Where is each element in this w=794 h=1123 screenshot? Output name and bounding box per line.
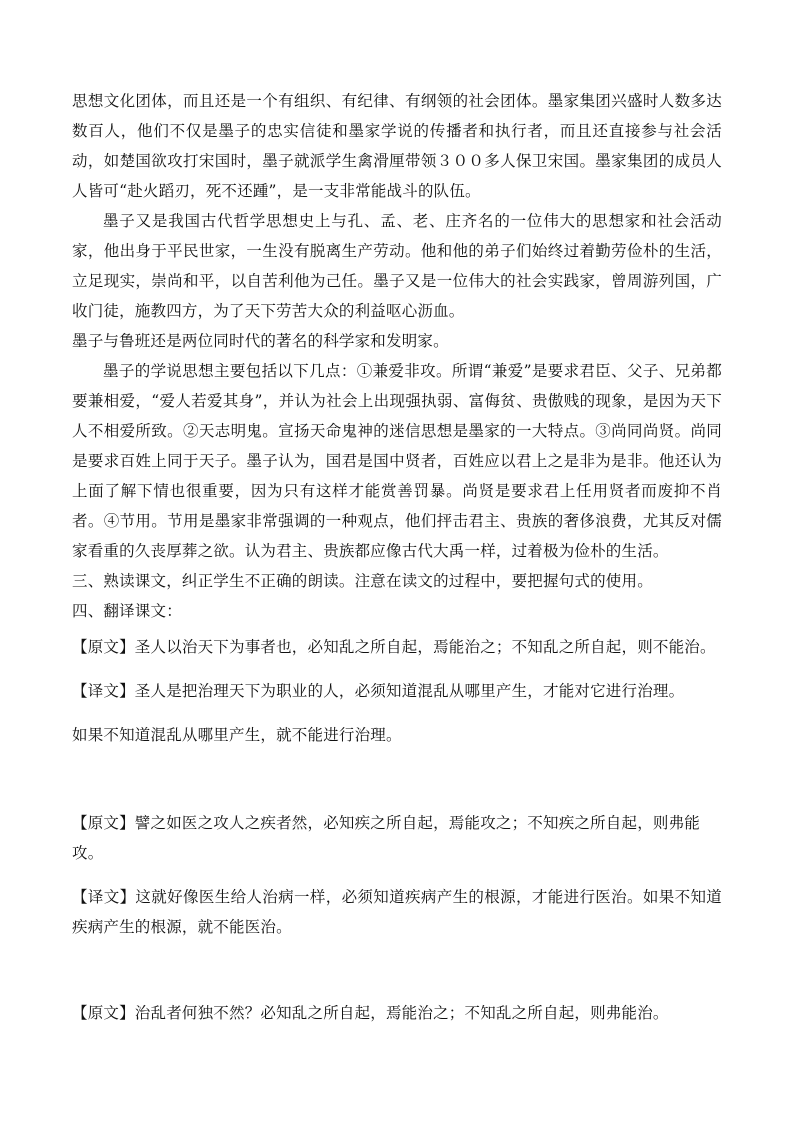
original-text-3: 【原文】治乱者何独不然？必知乱之所自起，焉能治之；不知乱之所自起，则弗能治。 xyxy=(72,1004,669,1022)
translation-text-2: 【译文】这就好像医生给人治病一样，必须知道疾病产生的根源，才能进行医治。如果不知道疾病产生的根源，就不能医治。 xyxy=(72,888,722,936)
translation-text-1-continued: 如果不知道混乱从哪里产生，就不能进行治理。 xyxy=(72,726,402,744)
paragraph-mozi-doctrine: 墨子的学说思想主要包括以下几点：①兼爱非攻。所谓“兼爱”是要求君臣、父子、兄弟都要兼相爱，“爱人若爱其身”，并认为社会上出现强执弱、富侮贫、贵傲贱的现象，是因为天下人不相爱所致。②天志明鬼。宣扬天命鬼神的迷信思想是墨家的一大特点。③尚同尚贤。尚同是要求百姓上同于天子。墨子认为，国君是国中贤者，百姓应以君上之是非为是非。他还认为上面了解下情也很重要，因为只有这样才能赏善罚暴。尚贤是要求君上任用贤者而废抑不肖者。④节用。节用是墨家非常强调的一种观点，他们抨击君主、贵族的奢侈浪费，尤其反对儒家看重的久丧厚葬之欲。认为君主、贵族都应像古代大禹一样，过着极为俭朴的生活。 xyxy=(72,362,722,560)
document-page xyxy=(72,86,722,1028)
paragraph-mozi-luban: 墨子与鲁班还是两位同时代的著名的科学家和发明家。 xyxy=(72,332,449,350)
paragraph-mohist-group: 思想文化团体，而且还是一个有组织、有纪律、有纲领的社会团体。墨家集团兴盛时人数多达数百人，他们不仅是墨子的忠实信徒和墨家学说的传播者和执行者，而且还直接参与社会活动，如楚国欲攻打宋国时，墨子就派学生禽滑厘带领３００多人保卫宋国。墨家集团的成员人人皆可“赴火蹈刃，死不还踵”，是一支非常能战斗的队伍。 xyxy=(72,92,722,200)
original-text-2: 【原文】譬之如医之攻人之疾者然，必知疾之所自起，焉能攻之；不知疾之所自起，则弗能攻。 xyxy=(72,814,701,862)
section-heading-4: 四、翻译课文： xyxy=(72,602,182,620)
section-heading-3: 三、熟读课文，纠正学生不正确的朗读。注意在读文的过程中，要把握句式的使用。 xyxy=(72,572,653,590)
original-text-1: 【原文】圣人以治天下为事者也，必知乱之所自起，焉能治之；不知乱之所自起，则不能治。 xyxy=(72,638,716,656)
translation-text-1: 【译文】圣人是把治理天下为职业的人，必须知道混乱从哪里产生，才能对它进行治理。 xyxy=(72,682,685,700)
paragraph-mozi-thinker: 墨子又是我国古代哲学思想史上与孔、孟、老、庄齐名的一位伟大的思想家和社会活动家，他出身于平民世家，一生没有脱离生产劳动。他和他的弟子们始终过着勤劳俭朴的生活，立足现实，崇尚和平，以自苦利他为己任。墨子又是一位伟大的社会实践家，曾周游列国，广收门徒，施教四方，为了天下劳苦大众的利益呕心沥血。 xyxy=(72,212,722,320)
